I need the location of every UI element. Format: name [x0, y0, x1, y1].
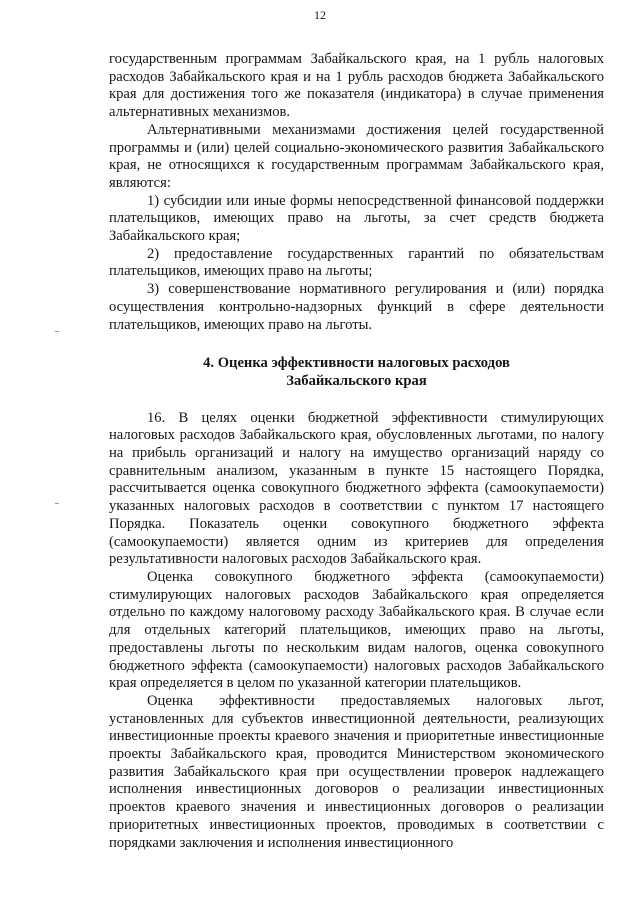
paragraph-investment: Оценка эффективности предоставляемых налоговых льгот, установленных для субъектов инвестиционной деятельности, реализующих инвестиционные проекты краевого значения и приоритетные инвестиционные проекты Забайкальского края, проводится Министерством экономического развития Забайкальского края при осуществлении проверок надлежащего исполнения инвестиционных договоров о реализации инвестиционных проектов краевого значения и инвестиционных договоров о реализации приоритетных инвестиционных проектов, проводимых в соответствии с порядками заключения и исполнения инвестиционного	[109, 692, 604, 851]
list-item-subsidies: 1) субсидии или иные формы непосредственной финансовой поддержки плательщиков, имеющих право на льготы, за счет средств бюджета Забайкальского края;	[109, 192, 604, 245]
list-item-regulation: 3) совершенствование нормативного регулирования и (или) порядка осуществления контрольно-надзорных функций в сфере деятельности плательщиков, имеющих право на льготы.	[109, 281, 604, 333]
document-body	[109, 51, 604, 852]
section-heading	[109, 355, 604, 390]
list-item-guarantees: 2) предоставление государственных гарантий по обязательствам плательщиков, имеющих право на льготы;	[109, 245, 604, 280]
page-number: 12	[314, 8, 326, 22]
scan-mark	[55, 331, 59, 332]
paragraph-16: 16. В целях оценки бюджетной эффективности стимулирующих налоговых расходов Забайкальского края, обусловленных льготами, по налогу на прибыль организаций и налогу на имущество организаций наряду со сравнительным анализом, указанным в пункте 15 настоящего Порядка, рассчитывается оценка совокупного бюджетного эффекта (самоокупаемости) указанных налоговых расходов в соответствии с пунктом 17 настоящего Порядка. Показатель оценки совокупного бюджетного эффекта (самоокупаемости) является одним из критериев для определения результативности налоговых расходов Забайкальского края.	[109, 409, 604, 568]
scan-mark	[55, 503, 59, 504]
paragraph-alternatives: Альтернативными механизмами достижения целей государственной программы и (или) целей социально-экономического развития Забайкальского края, не относящихся к государственным программам Забайкальского края, являются:	[109, 121, 604, 191]
paragraph-assessment: Оценка совокупного бюджетного эффекта (самоокупаемости) стимулирующих налоговых расходов Забайкальского края определяется отдельно по каждому налоговому расходу Забайкальского края. В случае если для отдельных категорий плательщиков, имеющих право на льготы, предоставлены льготы по нескольким видам налогов, оценка совокупного бюджетного эффекта (самоокупаемости) налоговых расходов Забайкальского края определяется в целом по указанной категории плательщиков.	[109, 568, 604, 692]
section-heading-line2: Забайкальского края	[286, 372, 427, 389]
section-heading-line1: 4. Оценка эффективности налоговых расходов	[203, 355, 510, 372]
paragraph-intro: государственным программам Забайкальского края, на 1 рубль налоговых расходов Забайкальского края и на 1 рубль расходов бюджета Забайкальского края для достижения того же показателя (индикатора) в случае применения альтернативных механизмов.	[109, 51, 604, 121]
